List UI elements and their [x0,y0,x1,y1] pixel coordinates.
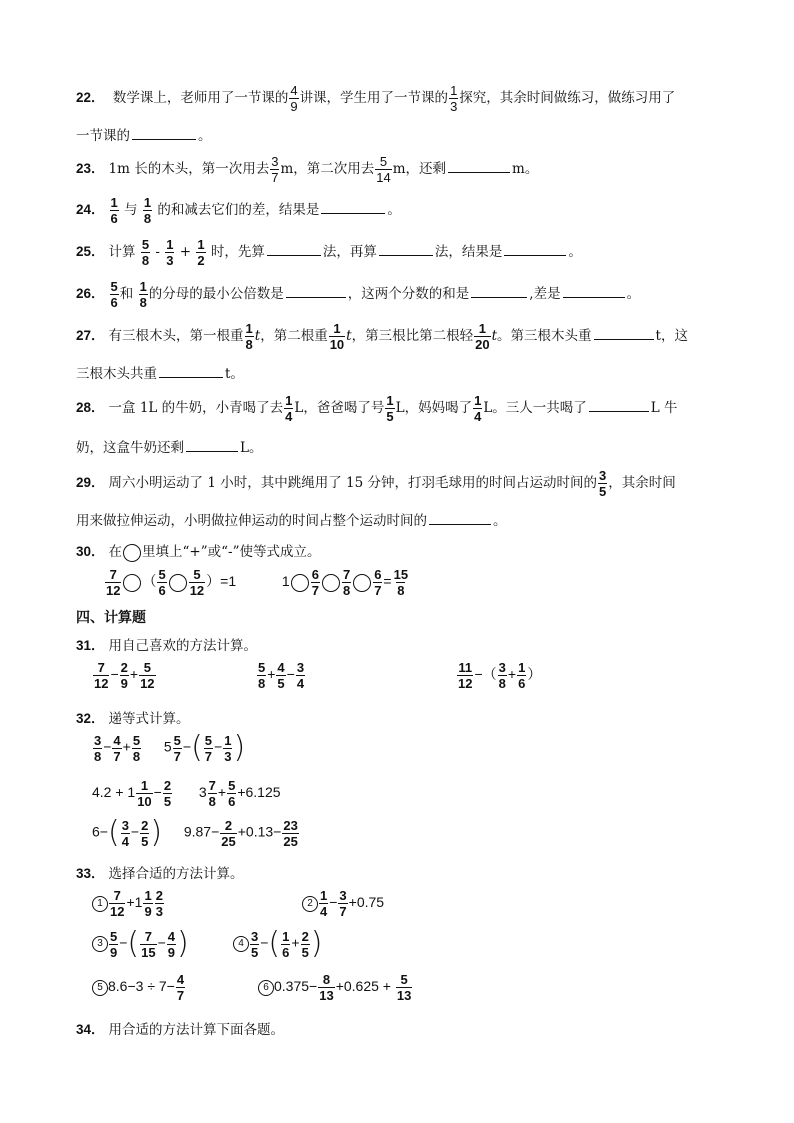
fraction: $\frac{3}{7}$ [271,154,279,185]
expression-33-1: 1 $\frac{7}{12}$ +1 $\frac{1}{9}$ $\frac{2}{3}$ [92,889,165,918]
fraction: $\frac{1}{8}$ [139,279,147,310]
answer-blank[interactable] [159,363,223,378]
answer-blank[interactable] [132,125,196,140]
question-number: 30． [76,544,105,559]
circle-blank[interactable] [353,574,371,592]
fraction: $\frac{1}{6}$ [110,195,118,226]
circle-blank[interactable] [123,544,141,562]
fraction: $\frac{1}{5}$ [386,393,394,424]
question-31: 31． 用自己喜欢的方法计算。 [76,638,258,654]
fraction: $\frac{15}{8}$ [393,567,409,598]
expression-31-3: $\frac{11}{12}$ −（ $\frac{3}{8}$ + $\frac{1}{6}$ ） [458,660,542,691]
question-number: 34． [76,1022,105,1037]
item-marker: 2 [302,896,318,912]
answer-blank[interactable] [267,241,321,256]
question-number: 26． [76,286,105,301]
fraction: $\frac{5}{6}$ [158,567,166,598]
answer-blank[interactable] [563,283,625,298]
question-number: 24． [76,202,105,217]
fraction: $\frac{5}{12}$ [189,567,205,598]
circle-blank[interactable] [169,574,187,592]
fraction: $\frac{6}{7}$ [311,567,319,598]
expression-32-1: $\frac{3}{8}$ − $\frac{4}{7}$ + $\frac{5}{8}$ 5 $\frac{5}{7}$ −( $\frac{5}{7}$ − $\frac{1}{3}$ ) [94,730,246,765]
circle-blank[interactable] [291,574,309,592]
question-22-cont: 一节课的 。 [76,124,212,144]
expression-33-5: 5 8.6−3 ÷ 7− $\frac{4}{7}$ [92,973,186,1002]
answer-blank[interactable] [286,283,346,298]
item-marker: 4 [233,936,249,952]
item-marker: 3 [92,936,108,952]
answer-blank[interactable] [471,283,527,298]
fraction: $\frac{1}{4}$ [474,393,482,424]
question-25: 25． 计算 $\frac{5}{8}$ - $\frac{1}{3}$ + $\frac{1}{2}$ 时，先算 法，再算 法，结果是 。 [76,237,582,268]
answer-blank[interactable] [594,325,654,340]
item-marker: 5 [92,980,108,996]
answer-blank[interactable] [379,241,433,256]
question-text: 一节课的 [76,128,130,144]
question-23: 23． 1m 长的木头，第一次用去 $\frac{3}{7}$ m，第二次用去 $\frac{5}{14}$ m，还剩 m。 [76,154,539,185]
question-34: 34． 用合适的方法计算下面各题。 [76,1022,285,1038]
answer-blank[interactable] [448,158,510,173]
fraction: $\frac{1}{20}$ [475,321,490,352]
circle-blank[interactable] [123,574,141,592]
question-number: 31． [76,638,105,653]
answer-blank[interactable] [504,241,566,256]
expression-32-3: 4.2 + 1 $\frac{1}{10}$ − $\frac{2}{5}$ 3 $\frac{7}{8}$ + $\frac{5}{6}$ +6.125 [92,778,281,809]
answer-blank[interactable] [589,397,649,412]
fraction: $\frac{7}{12}$ [106,567,121,598]
fraction: $\frac{5}{14}$ [376,154,391,185]
answer-blank[interactable] [186,437,238,452]
expression-31-2: $\frac{5}{8}$ + $\frac{4}{5}$ − $\frac{3}{4}$ [258,660,305,691]
item-marker: 1 [92,896,108,912]
question-text: 1m 长的木头，第一次用去 [108,161,270,177]
question-24: 24． $\frac{1}{6}$ 与 $\frac{1}{8}$ 的和减去它们的差，结果是 。 [76,195,401,226]
answer-blank[interactable] [429,510,491,525]
question-27-cont: 三根木头共重 t。 [76,362,244,382]
fraction: $\frac{1}{3}$ [166,237,174,268]
expression-32-5: 6−( $\frac{3}{4}$ − $\frac{2}{5}$ ) 9.87− $\frac{2}{25}$ +0.13− $\frac{23}{25}$ [92,815,298,850]
expression-33-6: 6 0.375− $\frac{8}{13}$ +0.625 + $\frac{5}{13}$ [258,973,413,1002]
fraction: $\frac{7}{8}$ [342,567,351,598]
question-number: 29． [76,475,105,490]
question-30: 30． 在 里填上“+”或“-”使等式成立。 [76,544,321,560]
question-32: 32． 递等式计算。 [76,711,190,727]
fraction: $\frac{5}{6}$ [110,279,118,310]
question-number: 23． [76,161,105,176]
expression-31-1: $\frac{7}{12}$ − $\frac{2}{9}$ + $\frac{5}{12}$ [94,660,155,691]
question-30-equations: $\frac{7}{12}$ （ $\frac{5}{6}$ $\frac{5}{12}$ ）=1 1 $\frac{6}{7}$ $\frac{7}{8}$ $\frac{6}{7}$ = $\frac{15}{8}$ [106,567,409,598]
question-number: 33． [76,866,105,881]
question-29-cont: 用来做拉伸运动，小明做拉伸运动的时间占整个运动时间的 。 [76,509,507,529]
section-heading: 四、计算题 [76,610,146,626]
question-27: 27． 有三根木头，第一根重 $\frac{1}{8}$ t，第二根重 $\frac{1}{10}$ t，第三根比第二根轻 $\frac{1}{20}$ t。第三根木头重 t，这 [76,321,688,352]
question-number: 25． [76,244,105,259]
fraction: $\frac{1}{10}$ [329,321,345,352]
question-number: 27． [76,328,105,343]
question-number: 28． [76,400,105,415]
question-number: 22． [76,90,105,105]
item-marker: 6 [258,980,274,996]
question-33: 33． 选择合适的方法计算。 [76,866,244,882]
question-text: 探究，其余时间做练习，做练习用了 [459,90,676,106]
expression-33-4: 4 $\frac{3}{5}$ −( $\frac{1}{6}$ + $\frac{2}{5}$ ) [233,929,323,959]
fraction: $\frac{5}{8}$ [141,237,150,268]
fraction: $\frac{3}{5}$ [598,468,607,499]
fraction: $\frac{1}{2}$ [197,237,205,268]
question-29: 29． 周六小明运动了 1 小时，其中跳绳用了 15 分钟，打羽毛球用的时间占运动时间的 $\frac{3}{5}$ ，其余时间 [76,468,676,499]
expression-33-3: 3 $\frac{5}{9}$ −( $\frac{7}{15}$ − $\frac{4}{9}$ ) [92,929,189,959]
question-28-cont: 奶，这盒牛奶还剩 L。 [76,436,262,456]
fraction: $\frac{4}{9}$ [290,83,298,114]
question-number: 32． [76,711,105,726]
answer-blank[interactable] [321,199,385,214]
question-text: 数学课上，老师用了一节课的 [108,90,289,106]
expression-33-2: 2 $\frac{1}{4}$ − $\frac{3}{7}$ +0.75 [302,889,384,918]
fraction: $\frac{1}{8}$ [143,195,152,226]
question-22 [76,84,675,113]
fraction: $\frac{1}{8}$ [245,321,253,352]
question-26: 26． $\frac{5}{6}$ 和 $\frac{1}{8}$ 的分母的最小公倍数是 ，这两个分数的和是 ,差是 。 [76,279,641,310]
fraction: $\frac{1}{4}$ [285,393,293,424]
fraction: $\frac{6}{7}$ [374,567,382,598]
question-text: 讲课，学生用了一节课的 [299,90,449,106]
fraction: $\frac{1}{3}$ [450,83,458,114]
question-28: 28． 一盒 1L 的牛奶，小青喝了去 $\frac{1}{4}$ L，爸爸喝了号 $\frac{1}{5}$ L，妈妈喝了 $\frac{1}{4}$ L。三人一共喝了 L 牛 [76,393,678,424]
circle-blank[interactable] [322,574,340,592]
